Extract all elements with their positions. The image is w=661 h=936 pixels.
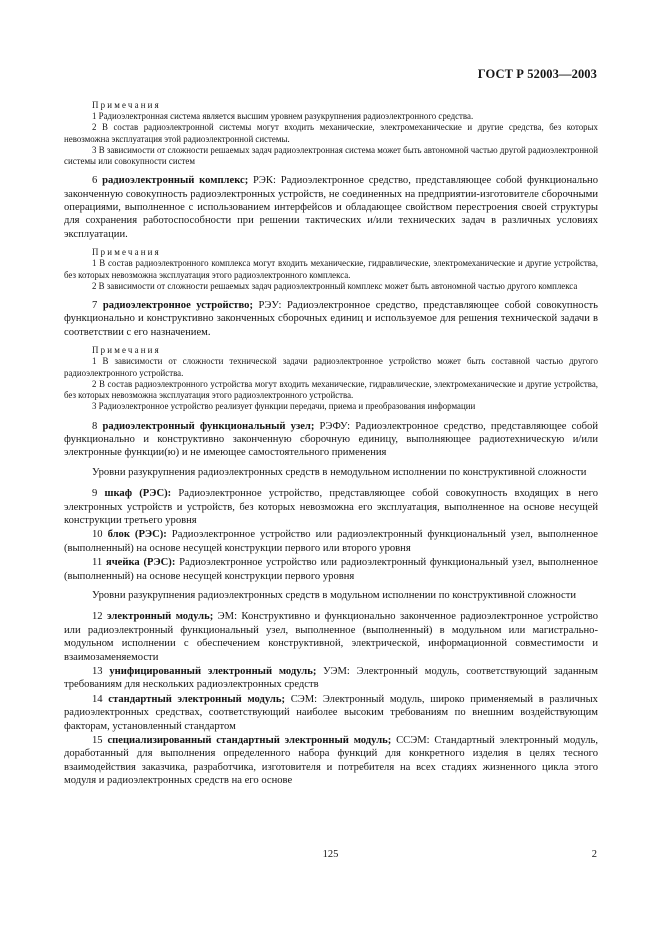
term-entry (64, 693, 598, 733)
term-name: электронный модуль; (107, 611, 214, 623)
term-number: 7 (92, 300, 98, 312)
term-number: 15 (92, 735, 103, 747)
term-entry (64, 528, 598, 555)
note-item: 3 Радиоэлектронное устройство реализует функции передачи, приема и преобразования информации (92, 401, 476, 412)
term-name: радиоэлектронное устройство; (102, 300, 253, 312)
notes-heading: Примечания (92, 247, 161, 258)
term-name: блок (РЭС): (107, 529, 167, 541)
term-definition: РЭФУ: Радиоэлектронное средство, представляющее собой функционально и конструктивно законченную сборочную единицу, выполняющее радиотехническую и/или электронные функции(ю) и не имеющее самостоятельного применения (64, 420, 599, 459)
term-definition: РЭУ: Радиоэлектронное средство, представляющее собой совокупность функционально и конструктивно законченных сборочных единиц и используемое для решения технической задачи в соответствии с его назначением. (64, 300, 598, 338)
term-definition: РЭК: Радиоэлектронное средство, представляющее собой функционально законченную совокупность радиоэлектронных устройств, не соединенных на предприятии-изготовителе сборочными операциями, выполненное с использованием интерфейсов и обладающее свойством перестроения своей структуры для сохранения работоспособности при решении тактических и/или технических задач в различных условиях эксплуатации. (64, 175, 599, 240)
term-entry (64, 556, 598, 583)
note-item: 2 В состав радиоэлектронной системы могут входить механические, электромеханические и другие средства, без которых невозможна эксплуатация этой радиоэлектронной системы. (64, 122, 598, 144)
term-name: ячейка (РЭС): (105, 557, 176, 569)
page-number: 125 (322, 849, 339, 860)
term-entry (64, 420, 598, 460)
term-definition: Радиоэлектронное устройство или радиоэлектронный функциональный узел, выполненное (выполненный) на основе несущей конструкции первого уровня (64, 557, 599, 582)
term-number: 12 (92, 611, 103, 623)
term-number: 9 (92, 488, 98, 500)
term-definition: СЭМ: Электронный модуль, широко применяемый в различных радиоэлектронных средствах, соответствующий наиболее высоким требованиям по внешним воздействующим факторам, установленный стандартом (64, 693, 598, 732)
term-name: стандартный электронный модуль; (108, 693, 285, 705)
term-number: 13 (92, 666, 103, 677)
term-name: радиоэлектронный комплекс; (102, 175, 249, 187)
term-number: 6 (92, 175, 98, 187)
term-definition: ССЭМ: Стандартный электронный модуль, доработанный для выполнения определенного набора функций для конкретного изделия в целях тесного взаимодействия заказчика, разработчика, изготовителя и потребителя на всех стадиях жизненного цикла этого модуля и радиоэлектронных средств на его основе (64, 735, 598, 787)
notes-block (64, 345, 598, 412)
note-item: 2 В состав радиоэлектронного устройства могут входить механические, гидравлические, электромеханические и другие устройства, без которых невозможна эксплуатация этого радиоэлектронного устройства. (64, 378, 598, 401)
note-item: 1 В состав радиоэлектронного комплекса могут входить механические, гидравлические, электромеханические и другие устройства, без которых невозможна эксплуатация этого радиоэлектронного комплекса. (64, 258, 598, 280)
term-definition: Радиоэлектронное устройство, представляющее собой совокупность входящих в него электронных устройств и устройств, без которых невозможна его эксплуатация, выполненное на основе несущей конструкции третьего уровня (64, 488, 598, 526)
term-definition: Радиоэлектронное устройство или радиоэлектронный функциональный узел, выполненное (выполненный) на основе несущей конструкции первого или второго уровня (64, 529, 598, 554)
note-item: 2 В зависимости от сложности решаемых задач радиоэлектронный комплекс может быть автономной частью другого комплекса (92, 280, 578, 291)
notes-block (64, 247, 598, 292)
section-heading: Уровни разукрупнения радиоэлектронных средств в немодульном исполнении по конструктивной сложности (92, 466, 587, 478)
term-entry (64, 299, 598, 339)
term-number: 10 (92, 529, 103, 541)
sheet-number: 2 (591, 849, 597, 860)
term-definition: ЭМ: Конструктивно и функционально законченное радиоэлектронное устройство или радиоэлектронный функциональный узел, выполненное (выполненный) в модульном или магистрально-модульном исполнении с обеспечением конструктивной, электрической, информационной совместимости и взаимозаменяемости (64, 611, 599, 663)
note-item: 3 В зависимости от сложности решаемых задач радиоэлектронная система может быть автономной частью другой радиоэлектронной системы или совокупности систем (64, 144, 598, 167)
term-entry (64, 610, 598, 664)
notes-heading: Примечания (92, 345, 161, 356)
notes-heading: Примечания (92, 100, 161, 110)
term-definition: УЭМ: Электронный модуль, соответствующий заданным требованиям для нескольких радиоэлектронных средств (64, 666, 598, 691)
term-name: специализированный стандартный электронный модуль; (107, 735, 392, 747)
term-number: 8 (92, 420, 98, 432)
note-item: 1 Радиоэлектронная система является высшим уровнем разукрупнения радиоэлектронного средства. (92, 111, 474, 122)
standard-designation: ГОСТ Р 52003—2003 (477, 67, 597, 81)
term-name: радиоэлектронный функциональный узел; (102, 420, 315, 432)
term-entry (64, 734, 598, 788)
term-number: 14 (92, 693, 103, 705)
term-number: 11 (92, 557, 103, 569)
term-entry (64, 487, 598, 527)
term-name: шкаф (РЭС): (104, 488, 172, 500)
section-heading: Уровни разукрупнения радиоэлектронных средств в модульном исполнении по конструктивной сложности (92, 589, 577, 601)
term-entry (64, 665, 598, 692)
term-name: унифицированный электронный модуль; (109, 666, 317, 677)
note-item: 1 В зависимости от сложности технической задачи радиоэлектронное устройство может быть составной частью другого радиоэлектронного устройства. (64, 356, 598, 378)
term-entry (64, 174, 598, 241)
notes-block (64, 100, 598, 167)
document-body (64, 100, 598, 789)
